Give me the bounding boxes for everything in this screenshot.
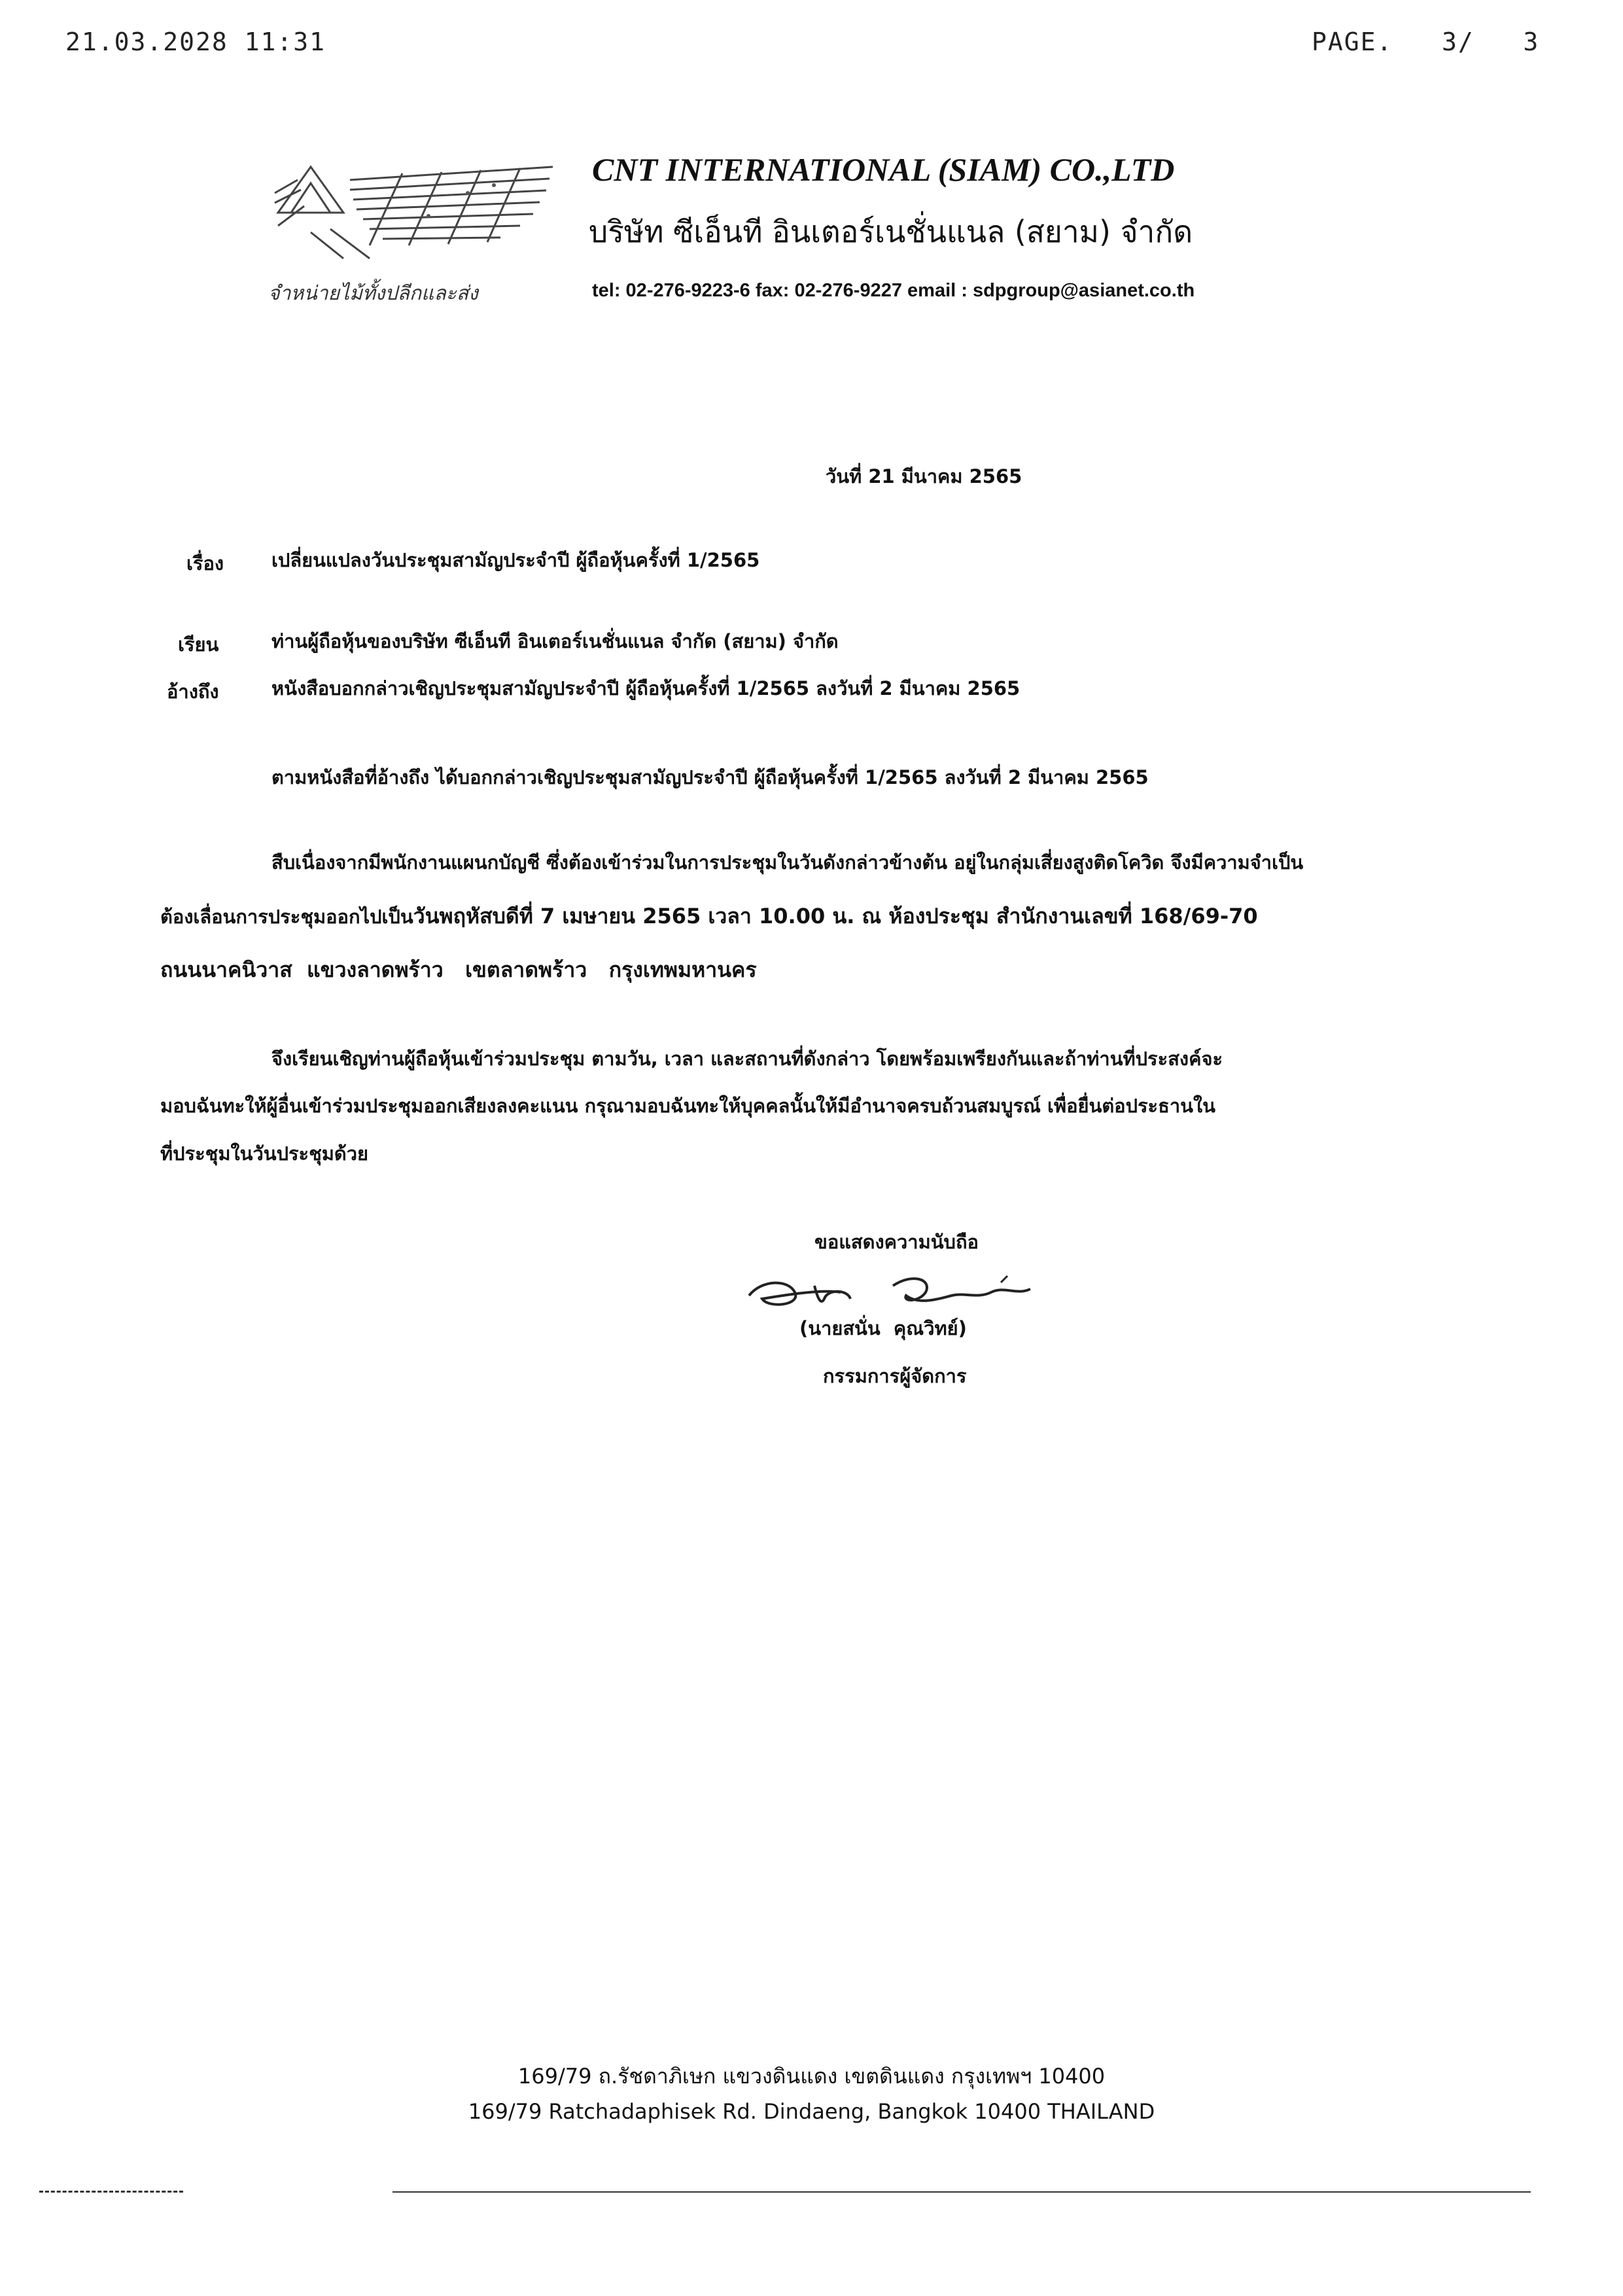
- company-contact: tel: 02-276-9223-6 fax: 02-276-9227 email : sdpgroup@asianet.co.th: [592, 280, 1195, 301]
- recipient-label: เรียน: [178, 633, 219, 656]
- fax-page-number: PAGE. 3/ 3: [1312, 27, 1540, 56]
- paragraph-2-line-2: [160, 903, 1258, 930]
- recipient-text: ท่านผู้ถือหุ้นของบริษัท ซีเอ็นที อินเตอร์เนชั่นแนล จำกัด (สยาม) จำกัด: [271, 630, 839, 652]
- subject-label: เรื่อง: [186, 552, 224, 574]
- paragraph-1: ตามหนังสือที่อ้างถึง ได้บอกกล่าวเชิญประชุมสามัญประจำปี ผู้ถือหุ้นครั้งที่ 1/2565 ลงวันที่ 2 มีนาคม 2565: [271, 766, 1149, 788]
- company-name-th: บริษัท ซีเอ็นที อินเตอร์เนชั่นแนล (สยาม) จำกัด: [589, 214, 1193, 249]
- company-logo: [271, 154, 572, 278]
- subject-text: เปลี่ยนแปลงวันประชุมสามัญประจำปี ผู้ถือหุ้นครั้งที่ 1/2565: [271, 549, 760, 571]
- company-slogan: จำหน่ายไม้ทั้งปลีกและส่ง: [268, 282, 478, 305]
- paragraph-3-line-2: มอบฉันทะให้ผู้อื่นเข้าร่วมประชุมออกเสียงลงคะแนน กรุณามอบฉันทะให้บุคคลนั้นให้มีอำนาจครบถ้วนสมบูรณ์ เพื่อยื่นต่อประธานใน: [160, 1095, 1215, 1117]
- scan-line-right: [393, 2191, 1531, 2193]
- paragraph-2-line-1: สืบเนื่องจากมีพนักงานแผนกบัญชี ซึ่งต้องเข้าร่วมในการประชุมในวันดังกล่าวข้างต้น อยู่ในกลุ่มเสี่ยงสูงติดโควิด จึงมีความจำเป็น: [271, 851, 1304, 874]
- reference-text: หนังสือบอกกล่าวเชิญประชุมสามัญประจำปี ผู้ถือหุ้นครั้งที่ 1/2565 ลงวันที่ 2 มีนาคม 2565: [271, 677, 1021, 699]
- paragraph-3-line-3: ที่ประชุมในวันประชุมด้วย: [160, 1142, 369, 1165]
- fax-timestamp: 21.03.2028 11:31: [65, 27, 326, 56]
- scan-line-left: [39, 2191, 183, 2193]
- reference-label: อ้างถึง: [167, 680, 219, 703]
- company-name-en: CNT INTERNATIONAL (SIAM) CO.,LTD: [592, 151, 1175, 188]
- paragraph-2-line-3: ถนนนาคนิวาส แขวงลาดพร้าว เขตลาดพร้าว กรุงเทพมหานคร: [160, 957, 757, 982]
- signer-title: กรรมการผู้จัดการ: [823, 1365, 967, 1387]
- letter-date: วันที่ 21 มีนาคม 2565: [826, 465, 1022, 487]
- paragraph-3-line-1: จึงเรียนเชิญท่านผู้ถือหุ้นเข้าร่วมประชุม ตามวัน, เวลา และสถานที่ดังกล่าว โดยพร้อมเพรียงกันและถ้าท่านที่ประสงค์จะ: [271, 1048, 1223, 1070]
- footer-address-en: 169/79 Ratchadaphisek Rd. Dindaeng, Bangkok 10400 THAILAND: [468, 2099, 1155, 2124]
- logo-icon: [271, 154, 572, 278]
- meeting-new-date: วันพฤหัสบดีที่ 7 เมษายน 2565 เวลา 10.00 น. ณ ห้องประชุม สำนักงานเลขที่ 168/69-70: [413, 904, 1258, 928]
- paragraph-2-line-2-lead: ต้องเลื่อนการประชุมออกไปเป็น: [160, 906, 413, 928]
- footer-address-th: 169/79 ถ.รัชดาภิเษก แขวงดินแดง เขตดินแดง กรุงเทพฯ 10400: [517, 2064, 1106, 2089]
- closing-text: ขอแสดงความนับถือ: [814, 1231, 979, 1253]
- signer-name: (นายสนั่น คุณวิทย์): [799, 1317, 967, 1339]
